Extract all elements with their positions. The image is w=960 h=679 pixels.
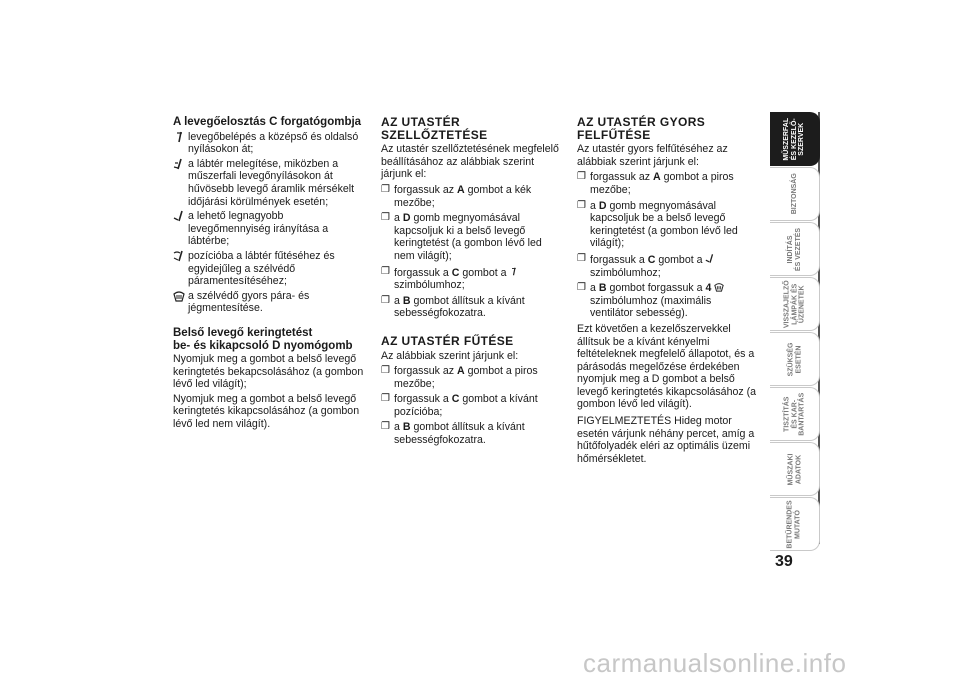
column-1: [173, 116, 365, 433]
feet-vent-icon: [705, 253, 715, 264]
list-item: ❐ a B gombot állítsuk a kívánt sebességfokozatra.: [381, 421, 525, 447]
list-item: a lehető legnagyobb levegőmennyiség irányítása a lábtérbe;: [173, 210, 365, 248]
section-title: AZ UTASTÉR FŰTÉSE: [381, 333, 514, 348]
checkbox-icon: ❐: [577, 282, 586, 294]
section-heading: Belső levegő keringtetést be- és kikapcsoló D nyomógomb: [173, 326, 353, 352]
list-item: ❐ a D gomb megnyomásával kapcsoljuk ki a belső levegő keringtetést (a gombon lévő led nem világít);: [381, 212, 542, 262]
tab-szukseg[interactable]: SZÜKSÉG ESETÉN: [770, 332, 820, 386]
tab-visszajelzo[interactable]: VISSZAJELZŐ LÁMPÁK ÉS ÜZENETEK: [770, 277, 820, 331]
list-item: a lábtér melegítése, miközben a műszerfali levegőnyílásokon át hűvösebb levegő áramlik mérsékelt időjárási körülmények esetén;: [173, 158, 365, 208]
checkbox-icon: ❐: [381, 294, 390, 306]
feet-windshield-vent-icon: [173, 250, 185, 262]
checkbox-icon: ❐: [381, 212, 390, 224]
section-heading: A levegőelosztás C forgatógombja: [173, 116, 362, 128]
checkbox-icon: ❐: [381, 365, 390, 377]
section-title: AZ UTASTÉR GYORS FELFŰTÉSE: [577, 115, 706, 142]
tab-biztonsag[interactable]: BIZTONSÁG: [770, 167, 820, 221]
watermark: carmanualsonline.info: [583, 648, 847, 678]
checkbox-icon: ❐: [577, 199, 586, 211]
paragraph: Az alábbiak szerint járjunk el:: [381, 349, 519, 362]
checkbox-icon: ❐: [577, 171, 586, 183]
warning-paragraph: FIGYELMEZTETÉS Hideg motor esetén várjunk néhány percet, amíg a hűtőfolyadék eléri az optimális üzemi hőmérsékletet.: [577, 415, 755, 465]
paragraph: Nyomjuk meg a gombot a belső levegő keringtetés bekapcsolásához (a gombon lévő led világít);: [173, 353, 364, 391]
paragraph: Az utastér szellőztetésének megfelelő beállításához az alábbiak szerint járjunk el:: [381, 143, 559, 181]
tab-muszerfal[interactable]: MŰSZERFAL ÉS KEZELŐ- SZERVEK: [770, 112, 820, 166]
list-item: ❐ forgassuk az A gombot a piros mezőbe;: [577, 171, 734, 196]
list-item: ❐ a B gombot állítsuk a kívánt sebességfokozatra.: [381, 294, 525, 320]
feet-vent-icon: [173, 210, 185, 222]
checkbox-icon: ❐: [381, 183, 390, 195]
face-vent-icon: [173, 131, 185, 143]
list-item: ❐ a D gomb megnyomásával kapcsoljuk be a belső levegő keringtetést (a gombon lévő led világít);: [577, 199, 738, 250]
list-item: ❐ forgassuk a C gombot a kívánt pozícióba;: [381, 393, 538, 418]
windshield-defrost-icon: [173, 290, 185, 302]
checkbox-icon: ❐: [381, 421, 390, 433]
tab-tisztitas[interactable]: TISZTÍTÁS ÉS KAR- BANTARTÁS: [770, 387, 820, 441]
checkbox-icon: ❐: [381, 393, 390, 405]
paragraph: Ezt követően a kezelőszervekkel állítsuk be a kívánt kényelmi feltételeknek megfelelő állapotot, és a párásodás megelőzése érdekében nyomjuk meg a D gombot a belső levegő keringtetés kikapcsolásához (a gombon lévő led világít).: [577, 322, 757, 411]
list-item: ❐ forgassuk az A gombot a kék mezőbe;: [381, 183, 532, 209]
list-item: ❐ forgassuk a C gombot a szimbólumhoz;: [381, 266, 561, 292]
paragraph: Nyomjuk meg a gombot a belső levegő keringtetés kikapcsolásához (a gombon lévő led nem világít).: [173, 392, 360, 431]
section-title: AZ UTASTÉR SZELLŐZTETÉSE: [381, 115, 488, 142]
fan-speed-icon: [714, 282, 724, 292]
list-item: a szélvédő gyors pára- és jégmentesítése.: [173, 290, 365, 315]
face-vent-icon: [509, 266, 518, 277]
tab-muszaki[interactable]: MŰSZAKI ADATOK: [770, 442, 820, 496]
face-feet-vent-icon: [173, 158, 185, 170]
page-number: 39: [775, 553, 793, 570]
column-3: [577, 116, 757, 467]
paragraph: Az utastér gyors felfűtéséhez az alábbiak szerint járjunk el:: [577, 143, 728, 168]
list-item: pozícióba a lábtér fűtéséhez és egyidejűleg a szélvédő páramentesítéséhez;: [173, 250, 365, 288]
checkbox-icon: ❐: [577, 252, 586, 264]
tab-inditas[interactable]: INDÍTÁS ÉS VEZETÉS: [770, 222, 820, 276]
list-item: ❐ forgassuk az A gombot a piros mezőbe;: [381, 365, 538, 390]
checkbox-icon: ❐: [381, 265, 390, 277]
list-item: ❐ forgassuk a C gombot a szimbólumhoz;: [577, 253, 757, 279]
tab-betu[interactable]: BETŰRENDES MUTATÓ: [770, 497, 820, 551]
list-item: levegőbelépés a középső és oldalsó nyílásokon át;: [173, 131, 365, 156]
list-item: ❐ a B gombot forgassuk a 4 szimbólumhoz (maximális ventilátor sebesség).: [577, 282, 757, 320]
column-2: [381, 116, 561, 450]
